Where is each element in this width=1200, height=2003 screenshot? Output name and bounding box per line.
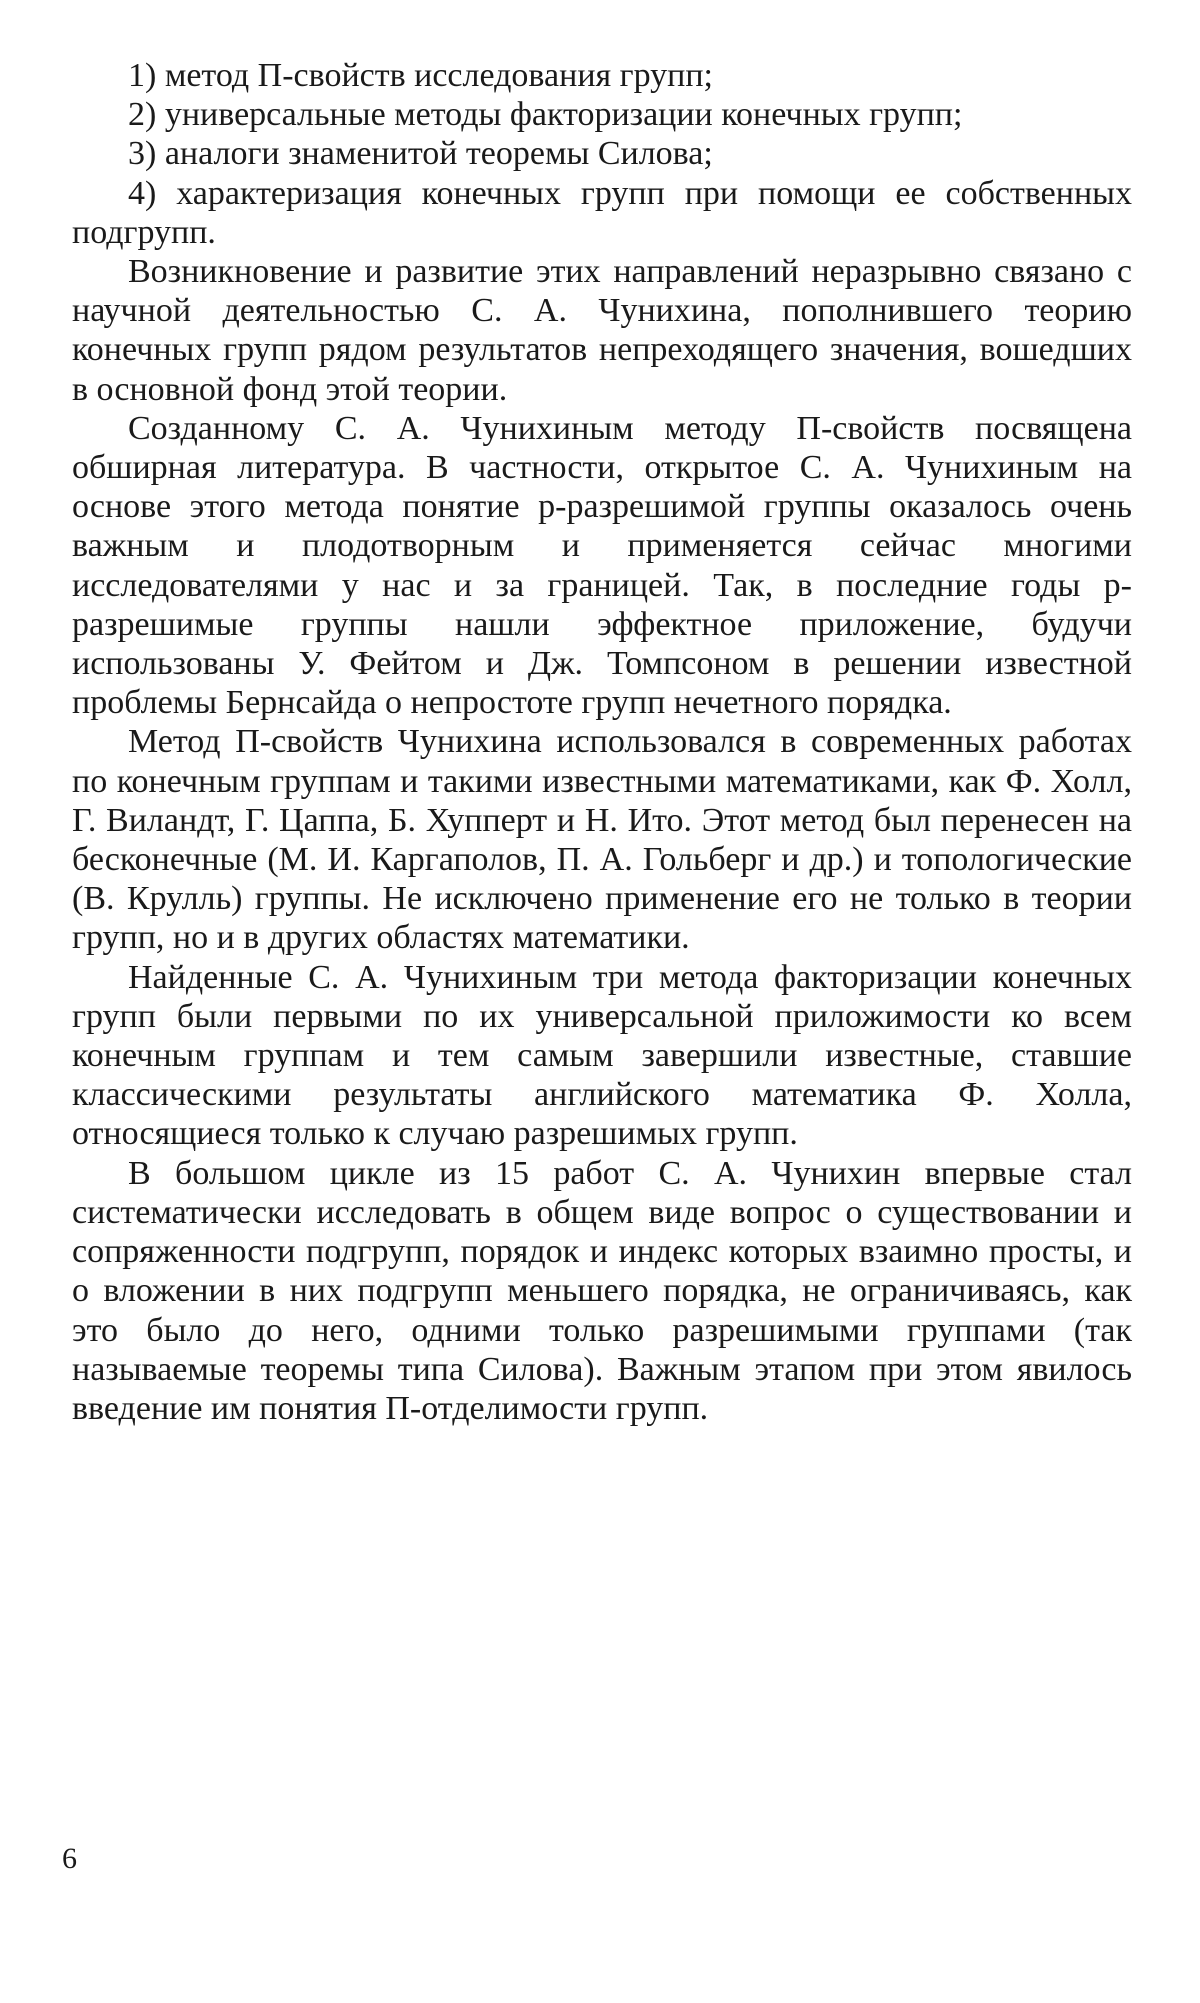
list-item-4: 4) характеризация конечных групп при помощи ее собственных подгрупп. <box>72 174 1132 251</box>
list-item-1: 1) метод П-свойств исследования групп; <box>128 57 713 94</box>
paragraph-3: Метод П-свойств Чунихина использовался в современных работах по конечным группам и такими известными математиками, как Ф. Холл, Г. Виландт, Г. Цаппа, Б. Хупперт и Н. Ито. Этот метод был перенесен на бесконечные (М. И. Каргаполов, П. А. Гольберг и др.) и топологические (В. Крулль) группы. Не исключено применение его не только в теории групп, но и в других областях математики. <box>72 723 1132 957</box>
page-number: 6 <box>62 1842 77 1875</box>
list-item-3: 3) аналоги знаменитой теоремы Силова; <box>128 135 713 173</box>
paragraph-2: Созданному С. А. Чунихиным методу П-свойств посвящена обширная литература. В частности, открытое С. А. Чунихиным на основе этого метода понятие p-разрешимой группы оказалось очень важным и плодотворным и применяется сейчас многими исследователями у нас и за границей. Так, в последние годы p-разрешимые группы нашли эффектное приложение, будучи использованы У. Фейтом и Дж. Томпсоном в решении известной проблемы Бернсайда о непростоте групп нечетного порядка. <box>72 409 1132 722</box>
paragraph-1: Возникновение и развитие этих направлений неразрывно связано с научной деятельностью С. А. Чунихина, пополнившего теорию конечных групп рядом результатов непреходящего значения, вошедших в основной фонд этой теории. <box>72 253 1132 408</box>
list-item-2: 2) универсальные методы факторизации конечных групп; <box>128 96 963 134</box>
page-text <box>72 56 1132 1428</box>
paragraph-4: Найденные С. А. Чунихиным три метода факторизации конечных групп были первыми по их универсальной приложимости ко всем конечным группам и тем самым завершили известные, ставшие классическими результаты английского математика Ф. Холла, относящиеся только к случаю разрешимых групп. <box>72 958 1132 1153</box>
paragraph-5: В большом цикле из 15 работ С. А. Чунихин впервые стал систематически исследовать в общем виде вопрос о существовании и сопряженности подгрупп, порядок и индекс которых взаимно просты, и о вложении в них подгрупп меньшего порядка, не ограничиваясь, как это было до него, одними только разрешимыми группами (так называемые теоремы типа Силова). Важным этапом при этом явилось введение им понятия П-отделимости групп. <box>72 1154 1132 1427</box>
